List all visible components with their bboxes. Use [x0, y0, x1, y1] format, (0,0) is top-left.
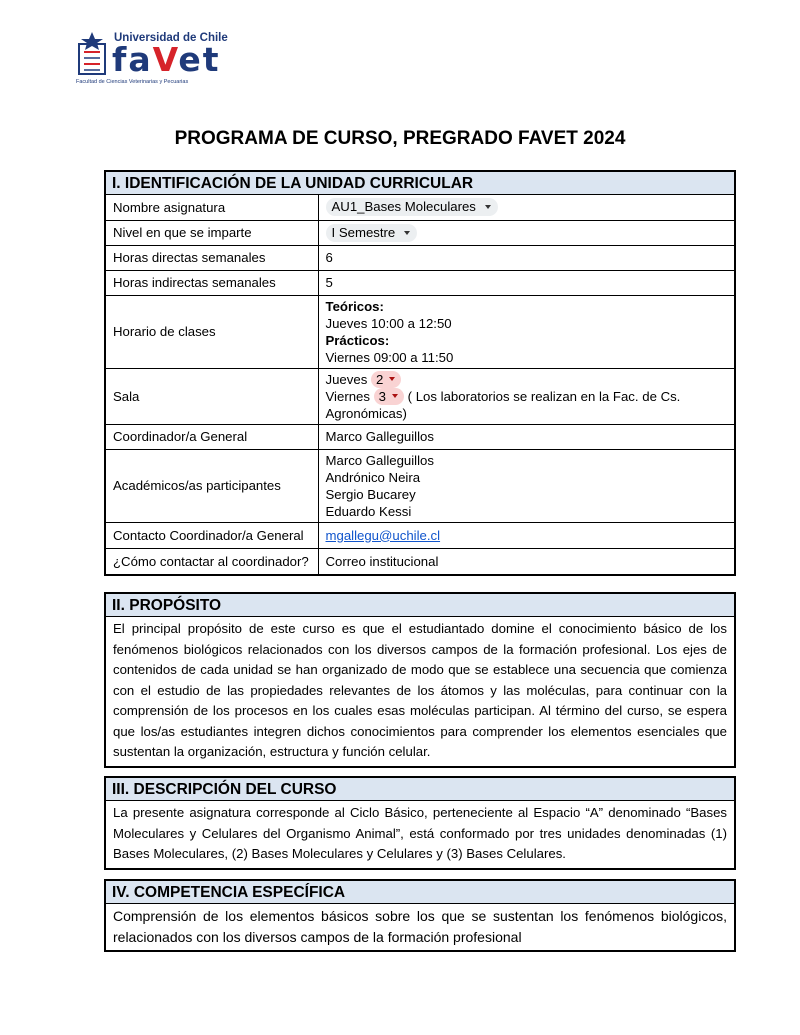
- contact-method-value: Correo institucional: [318, 548, 734, 574]
- row-label: ¿Cómo contactar al coordinador?: [106, 548, 318, 574]
- section-descripcion: [104, 776, 736, 870]
- row-label: Académicos/as participantes: [106, 449, 318, 522]
- academics-cell: [318, 449, 734, 522]
- competence-text: Comprensión de los elementos básicos sobre los que se sustentan los fenómenos biológicos, relacionados con los diversos campos de la formación profesional: [113, 908, 727, 945]
- identification-table: [106, 195, 734, 574]
- academic-name: Andrónico Neira: [325, 469, 421, 485]
- table-row: [106, 195, 734, 220]
- row-label: Horas indirectas semanales: [106, 270, 318, 295]
- contact-cell: [318, 522, 734, 548]
- chevron-down-icon: [485, 205, 491, 209]
- table-row: [106, 270, 734, 295]
- academic-name: Eduardo Kessi: [325, 503, 412, 519]
- row-label: Nivel en que se imparte: [106, 220, 318, 245]
- course-name-dropdown[interactable]: AU1_Bases Moleculares: [326, 198, 498, 216]
- academic-name: Sergio Bucarey: [325, 486, 416, 502]
- page-title: PROGRAMA DE CURSO, PREGRADO FAVET 2024: [174, 128, 626, 149]
- section-identificacion: [104, 170, 736, 576]
- contact-email-link[interactable]: mgallegu@uchile.cl: [325, 527, 441, 543]
- direct-hours-value: 6: [318, 245, 734, 270]
- theory-value: Jueves 10:00 a 12:50: [325, 315, 452, 331]
- section-competencia: [104, 879, 736, 952]
- chevron-down-icon: [404, 231, 410, 235]
- table-row: [106, 548, 734, 574]
- chevron-down-icon: [389, 377, 395, 381]
- purpose-text: El principal propósito de este curso es que el estudiantado domine el conocimiento básico de los fenómenos biológicos relacionados con los diversos campos de la formación profesional. Los ejes de contenidos de cada unidad se han organizado de modo que se establece una secuencia que comienza con el estudio de las propiedades relevantes de los átomos y las moléculas, para continuar con la comprensión de los procesos en los cuales esas moléculas participan. Al término del curso, se espera que los/as estudiantes integren dichos conocimientos para comprender los elementos esenciales que sustentan la organización, estructura y función celular.: [113, 621, 727, 759]
- row-label: Coordinador/a General: [106, 424, 318, 449]
- favet-wordmark: faVet: [112, 40, 221, 79]
- table-row: [106, 522, 734, 548]
- university-name: Universidad de Chile: [114, 32, 228, 44]
- table-row: [106, 424, 734, 449]
- faculty-name: Facultad de Ciencias Veterinarias y Pecuarias: [76, 79, 189, 85]
- row-label: Horario de clases: [106, 295, 318, 368]
- section-heading: I. IDENTIFICACIÓN DE LA UNIDAD CURRICULAR: [106, 172, 734, 195]
- friday-room-dropdown[interactable]: 3: [374, 388, 404, 405]
- table-row: [106, 449, 734, 522]
- section-proposito: [104, 592, 736, 768]
- chevron-down-icon: [392, 394, 398, 398]
- schedule-cell: [318, 295, 734, 368]
- favet-logo: [76, 28, 226, 90]
- level-cell: [318, 220, 734, 245]
- section-heading: II. PROPÓSITO: [106, 594, 734, 617]
- room-cell: [318, 368, 734, 424]
- indirect-hours-value: 5: [318, 270, 734, 295]
- friday-label: Viernes: [325, 388, 370, 404]
- thursday-label: Jueves: [325, 371, 368, 387]
- row-label: Sala: [106, 368, 318, 424]
- practice-label: Prácticos:: [325, 332, 390, 348]
- description-text: La presente asignatura corresponde al Ciclo Básico, perteneciente al Espacio “A” denominado “Bases Moleculares y Celulares del Organismo Animal”, está conformado por tres unidades denominadas (1) Bases Moleculares, (2) Bases Moleculares y Celulares y (3) Bases Celulares.: [113, 805, 727, 861]
- theory-label: Teóricos:: [325, 298, 384, 314]
- row-label: Horas directas semanales: [106, 245, 318, 270]
- table-row: [106, 368, 734, 424]
- coordinator-value: Marco Galleguillos: [318, 424, 734, 449]
- table-row: [106, 245, 734, 270]
- section-heading: III. DESCRIPCIÓN DEL CURSO: [106, 778, 734, 801]
- row-label: Contacto Coordinador/a General: [106, 522, 318, 548]
- course-name-cell: [318, 195, 734, 220]
- table-row: [106, 220, 734, 245]
- university-emblem-icon: [76, 30, 110, 82]
- table-row: [106, 295, 734, 368]
- practice-value: Viernes 09:00 a 11:50: [325, 349, 454, 365]
- lab-note: ( Los laboratorios se realizan en la Fac. de Cs. Agronómicas): [325, 388, 681, 421]
- row-label: Nombre asignatura: [106, 195, 318, 220]
- section-heading: IV. COMPETENCIA ESPECÍFICA: [106, 881, 734, 904]
- level-dropdown[interactable]: I Semestre: [326, 224, 418, 242]
- academic-name: Marco Galleguillos: [325, 452, 434, 468]
- thursday-room-dropdown[interactable]: 2: [371, 371, 401, 388]
